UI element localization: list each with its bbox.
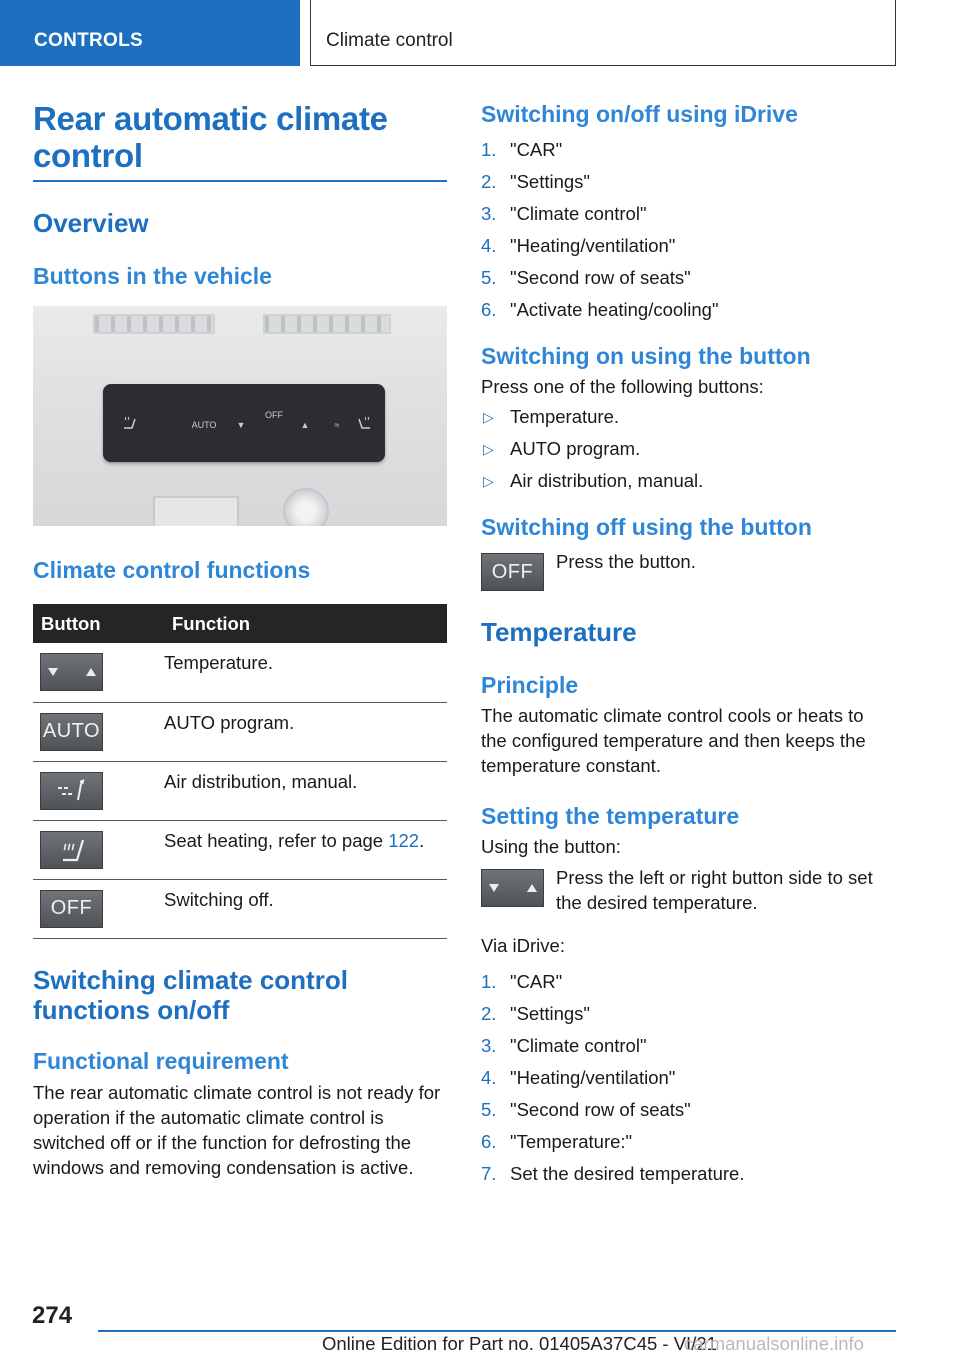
- list-item: [481, 230, 911, 262]
- seat-heating-suffix: .: [419, 829, 425, 851]
- step-number: 5.: [481, 1099, 497, 1120]
- off-button-heading: Switching off using the button: [481, 514, 812, 540]
- table-row: [33, 761, 447, 820]
- off-button-text: Press the button.: [556, 551, 696, 572]
- buttons-heading: Buttons in the vehicle: [33, 263, 272, 289]
- watermark: carmanualsonline.info: [684, 1333, 864, 1354]
- requirement-heading: Functional requirement: [33, 1047, 289, 1074]
- seat-heating-icon: [40, 831, 103, 869]
- air-distribution-photo-icon: ≈: [334, 420, 340, 430]
- list-item: [481, 262, 911, 294]
- list-item: [481, 433, 911, 465]
- step-number: 4.: [481, 235, 497, 256]
- step-text: "CAR": [510, 139, 563, 160]
- triangle-bullet-icon: ▷: [483, 441, 494, 457]
- step-number: 5.: [481, 267, 497, 288]
- step-text: "Settings": [510, 1003, 590, 1024]
- chapter-tab: [310, 0, 896, 66]
- seat-heating-right-icon: [353, 414, 375, 436]
- vehicle-buttons-photo: [33, 306, 447, 526]
- auto-icon: AUTO: [40, 713, 103, 751]
- overview-heading: Overview: [33, 208, 149, 238]
- vent-left: [93, 314, 215, 334]
- temperature-arrows-icon: [481, 869, 544, 907]
- step-number: 1.: [481, 971, 497, 992]
- step-text: "Second row of seats": [510, 1099, 691, 1120]
- off-icon: OFF: [481, 553, 544, 591]
- page-reference-link[interactable]: 122: [388, 829, 420, 851]
- triangle-bullet-icon: ▷: [483, 409, 494, 425]
- step-text: "Temperature:": [510, 1131, 633, 1152]
- list-item: [481, 294, 911, 326]
- page-title: Rear automatic climate control: [33, 100, 388, 174]
- list-item: [481, 1126, 911, 1158]
- principle-text: The automatic climate control cools or heats to the configured temperature and then keeps the temperature constant.: [481, 705, 866, 776]
- idrive-heading: Switching on/off using iDrive: [481, 101, 798, 127]
- step-number: 2.: [481, 171, 497, 192]
- requirement-text: The rear automatic climate control is not ready for operation if the automatic climate control is switched off or if the function for defrosting the windows and removing condensation is active.: [33, 1081, 441, 1178]
- list-item: [481, 966, 911, 998]
- list-item: [481, 134, 911, 166]
- setting-heading: Setting the temperature: [481, 803, 740, 829]
- table-row: [33, 820, 447, 879]
- step-number: 6.: [481, 299, 497, 320]
- step-number: 4.: [481, 1067, 497, 1088]
- via-idrive-text: Via iDrive:: [481, 935, 565, 956]
- setting-button-row: [481, 869, 911, 915]
- on-button-intro: Press one of the following buttons:: [481, 376, 764, 397]
- functions-table: [33, 604, 447, 939]
- edition-text: Online Edition for Part no. 01405A37C45 - VI/21: [322, 1333, 717, 1354]
- list-text: Air distribution, manual.: [510, 470, 704, 491]
- table-row: [33, 643, 447, 702]
- step-text: "Activate heating/cooling": [510, 299, 719, 320]
- left-column: [33, 100, 447, 1180]
- step-text: "CAR": [510, 971, 563, 992]
- step-number: 6.: [481, 1131, 497, 1152]
- photo-auto-label: AUTO: [191, 420, 217, 430]
- step-text: "Heating/ventilation": [510, 235, 676, 256]
- temperature-steps: [481, 966, 911, 1190]
- setting-button-text: Press the left or right button side to set the desired temperature.: [556, 867, 873, 913]
- step-number: 3.: [481, 203, 497, 224]
- list-item: [481, 1094, 911, 1126]
- step-text: "Settings": [510, 171, 590, 192]
- step-number: 7.: [481, 1163, 497, 1184]
- list-item: [481, 198, 911, 230]
- function-text: [164, 820, 447, 879]
- idrive-steps: [481, 134, 911, 326]
- table-row: [33, 702, 447, 761]
- list-item: [481, 1158, 911, 1190]
- list-item: [481, 998, 911, 1030]
- socket-knob: [283, 488, 329, 526]
- control-panel: [103, 384, 385, 462]
- col-header-function: Function: [164, 604, 447, 643]
- using-button-text: Using the button:: [481, 836, 621, 857]
- vent-right: [263, 314, 391, 334]
- photo-off-label: OFF: [265, 410, 283, 420]
- title-rule: [33, 180, 447, 182]
- step-text: Set the desired temperature.: [510, 1163, 745, 1184]
- list-item: [481, 401, 911, 433]
- off-button-row: [481, 553, 911, 591]
- footer-rule: [98, 1330, 896, 1332]
- section-tab: [0, 0, 300, 66]
- on-button-list: [481, 401, 911, 497]
- list-item: [481, 465, 911, 497]
- function-text: Temperature.: [164, 643, 447, 702]
- function-text: AUTO program.: [164, 702, 447, 761]
- step-text: "Heating/ventilation": [510, 1067, 676, 1088]
- functions-heading: Climate control functions: [33, 557, 311, 583]
- step-text: "Climate control": [510, 203, 647, 224]
- seat-heating-left-icon: [119, 414, 141, 436]
- page-number: 274: [32, 1302, 73, 1329]
- list-text: AUTO program.: [510, 438, 641, 459]
- air-distribution-icon: [40, 772, 103, 810]
- function-text: Switching off.: [164, 879, 447, 938]
- principle-heading: Principle: [481, 672, 579, 698]
- step-text: "Climate control": [510, 1035, 647, 1056]
- off-icon: OFF: [40, 890, 103, 928]
- function-text: Air distribution, manual.: [164, 761, 447, 820]
- right-column: [481, 100, 911, 1190]
- col-header-button: Button: [33, 604, 164, 643]
- seat-heating-text: Seat heating, refer to page: [164, 829, 389, 851]
- temperature-arrows-icon: [40, 653, 103, 691]
- list-item: [481, 1062, 911, 1094]
- step-number: 3.: [481, 1035, 497, 1056]
- step-number: 1.: [481, 139, 497, 160]
- list-item: [481, 1030, 911, 1062]
- chapter-label: Climate control: [326, 30, 453, 51]
- switching-heading: Switching climate control functions on/off: [33, 964, 348, 1025]
- step-text: "Second row of seats": [510, 267, 691, 288]
- triangle-bullet-icon: ▷: [483, 473, 494, 489]
- up-triangle-icon: ▲: [300, 420, 310, 430]
- section-label: CONTROLS: [34, 30, 144, 51]
- step-number: 2.: [481, 1003, 497, 1024]
- usb-outlet: [153, 496, 239, 526]
- on-button-heading: Switching on using the button: [481, 343, 811, 369]
- table-row: [33, 879, 447, 938]
- list-item: [481, 166, 911, 198]
- temperature-heading: Temperature: [481, 617, 637, 647]
- list-text: Temperature.: [510, 406, 619, 427]
- down-triangle-icon: ▼: [236, 420, 246, 430]
